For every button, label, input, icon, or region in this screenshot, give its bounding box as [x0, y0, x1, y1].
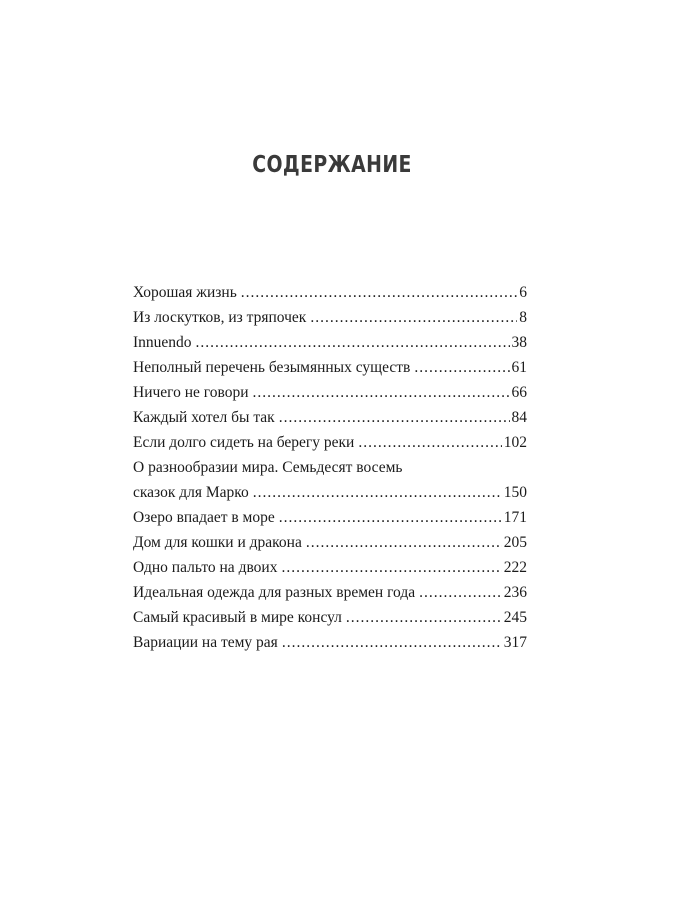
- dot-leader: [310, 305, 517, 330]
- toc-entry[interactable]: [133, 280, 527, 305]
- toc-entry[interactable]: [133, 330, 527, 355]
- toc-entry[interactable]: [133, 405, 527, 430]
- page-number: 61: [511, 359, 527, 376]
- entry-title: Самый красивый в мире консул: [133, 609, 342, 626]
- page-number: 84: [511, 409, 527, 426]
- toc-entry[interactable]: [133, 580, 527, 605]
- page-number: 317: [503, 634, 527, 651]
- entry-title: Если долго сидеть на берегу реки: [133, 434, 355, 451]
- entry-title: Innuendo: [133, 334, 192, 351]
- page-number: 222: [503, 559, 527, 576]
- page-number: 66: [511, 384, 527, 401]
- entry-title: Озеро впадает в море: [133, 509, 275, 526]
- dot-leader: [253, 380, 510, 405]
- toc-entry[interactable]: [133, 530, 527, 555]
- toc-entry[interactable]: [133, 630, 527, 655]
- dot-leader: [196, 330, 510, 355]
- dot-leader: [253, 480, 502, 505]
- dot-leader: [279, 505, 502, 530]
- entry-title: Вариации на тему рая: [133, 634, 278, 651]
- page-number: 236: [503, 584, 527, 601]
- table-of-contents: [133, 280, 527, 655]
- dot-leader: [414, 355, 509, 380]
- entry-title: Каждый хотел бы так: [133, 409, 275, 426]
- toc-entry[interactable]: [133, 305, 527, 330]
- dot-leader: [306, 530, 502, 555]
- page-number: 8: [519, 309, 527, 326]
- dot-leader: [282, 630, 502, 655]
- page-number: 205: [503, 534, 527, 551]
- page-number: 102: [503, 434, 527, 451]
- entry-title: Хорошая жизнь: [133, 284, 237, 301]
- toc-entry[interactable]: [133, 355, 527, 380]
- page-number: 171: [503, 509, 527, 526]
- page-number: 245: [503, 609, 527, 626]
- toc-entry[interactable]: [133, 455, 527, 505]
- toc-entry[interactable]: [133, 605, 527, 630]
- dot-leader: [358, 430, 501, 455]
- page-number: 38: [511, 334, 527, 351]
- dot-leader: [281, 555, 501, 580]
- dot-leader: [346, 605, 502, 630]
- dot-leader: [279, 405, 510, 430]
- toc-entry[interactable]: [133, 555, 527, 580]
- dot-leader: [241, 280, 517, 305]
- page-title: СОДЕРЖАНИЕ: [252, 152, 412, 178]
- page-number: 150: [503, 484, 527, 501]
- toc-entry[interactable]: [133, 430, 527, 455]
- entry-title: Неполный перечень безымянных существ: [133, 359, 411, 376]
- entry-title: Идеальная одежда для разных времен года: [133, 584, 416, 601]
- entry-title: Одно пальто на двоих: [133, 559, 278, 576]
- entry-title-line-1: О разнообразии мира. Семьдесят восемь: [133, 459, 403, 476]
- toc-entry[interactable]: [133, 380, 527, 405]
- toc-entry[interactable]: [133, 505, 527, 530]
- entry-title: Ничего не говори: [133, 384, 249, 401]
- page-number: 6: [519, 284, 527, 301]
- entry-title-line-2: сказок для Марко: [133, 484, 249, 501]
- entry-title: Из лоскутков, из тряпочек: [133, 309, 307, 326]
- entry-title: Дом для кошки и дракона: [133, 534, 302, 551]
- dot-leader: [419, 580, 502, 605]
